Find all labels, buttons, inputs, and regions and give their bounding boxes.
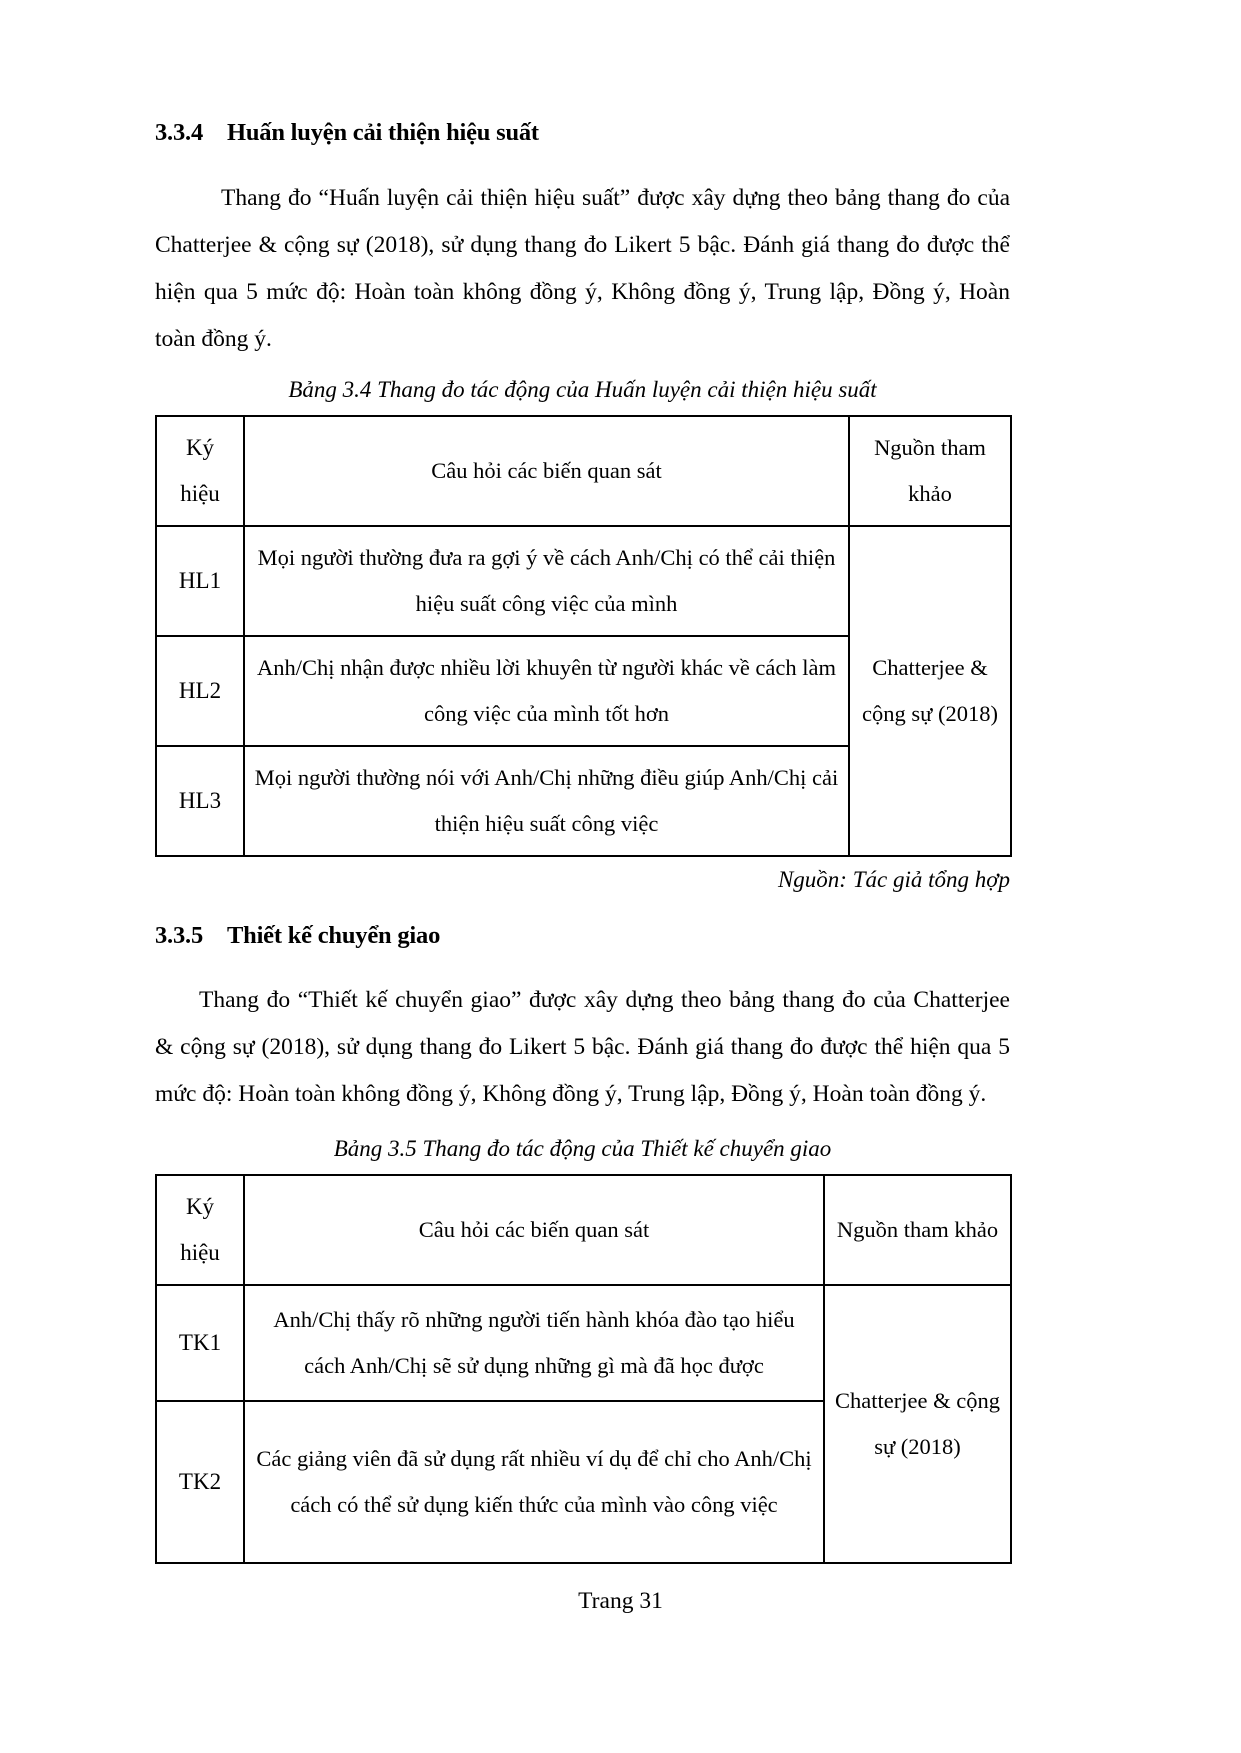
section-number-3-3-5: 3.3.5 xyxy=(155,921,204,949)
table-row-header xyxy=(156,416,1011,526)
table-row xyxy=(156,526,1011,636)
header-code: Ký hiệu xyxy=(156,416,244,526)
source-note-3-4: Nguồn: Tác giả tổng hợp xyxy=(777,866,1010,892)
row-question-hl2: Anh/Chị nhận được nhiều lời khuyên từ người khác về cách làm công việc của mình tốt hơn xyxy=(244,636,849,746)
table-caption-3-4: Bảng 3.4 Thang đo tác động của Huấn luyện cải thiện hiệu suất xyxy=(288,376,877,402)
row-code-hl3: HL3 xyxy=(156,746,244,856)
table-row xyxy=(156,1285,1011,1401)
section-heading-3-3-5 xyxy=(155,921,1010,952)
section-heading-3-3-4 xyxy=(155,118,1010,149)
header-question: Câu hỏi các biến quan sát xyxy=(244,1175,824,1285)
page-content xyxy=(155,118,1010,1564)
row-code-hl1: HL1 xyxy=(156,526,244,636)
table-3-4 xyxy=(155,415,1012,857)
row-question-tk2: Các giảng viên đã sử dụng rất nhiều ví dụ để chỉ cho Anh/Chị cách có thể sử dụng kiến thức của mình vào công việc xyxy=(244,1401,824,1563)
row-question-hl3: Mọi người thường nói với Anh/Chị những điều giúp Anh/Chị cải thiện hiệu suất công việc xyxy=(244,746,849,856)
row-source-value: Chatterjee & cộng sự (2018) xyxy=(849,526,1011,856)
row-source-value: Chatterjee & cộng sự (2018) xyxy=(824,1285,1011,1563)
section-title-3-3-5: Thiết kế chuyển giao xyxy=(227,921,441,949)
section-number-3-3-4: 3.3.4 xyxy=(155,119,204,146)
row-code-hl2: HL2 xyxy=(156,636,244,746)
table-caption-3-5: Bảng 3.5 Thang đo tác động của Thiết kế chuyển giao xyxy=(333,1136,832,1162)
row-code-tk1: TK1 xyxy=(156,1285,244,1401)
paragraph-3-3-4: Thang đo “Huấn luyện cải thiện hiệu suất” được xây dựng theo bảng thang đo của Chatterjee & cộng sự (2018), sử dụng thang đo Likert 5 bậc. Đánh giá thang đo được thể hiện qua 5 mức độ: Hoàn toàn không đồng ý, Không đồng ý, Trung lập, Đồng ý, Hoàn toàn đồng ý. xyxy=(155,184,1010,352)
paragraph-3-3-5: Thang đo “Thiết kế chuyển giao” được xây dựng theo bảng thang đo của Chatterjee & cộng sự (2018), sử dụng thang đo Likert 5 bậc. Đánh giá thang đo được thể hiện qua 5 mức độ: Hoàn toàn không đồng ý, Không đồng ý, Trung lập, Đồng ý, Hoàn toàn đồng ý. xyxy=(155,987,1010,1108)
row-code-tk2: TK2 xyxy=(156,1401,244,1563)
section-title-3-3-4: Huấn luyện cải thiện hiệu suất xyxy=(227,119,539,146)
header-question: Câu hỏi các biến quan sát xyxy=(244,416,849,526)
row-question-tk1: Anh/Chị thấy rõ những người tiến hành khóa đào tạo hiểu cách Anh/Chị sẽ sử dụng những gì mà đã học được xyxy=(244,1285,824,1401)
table-row-header xyxy=(156,1175,1011,1285)
row-question-hl1: Mọi người thường đưa ra gợi ý về cách Anh/Chị có thể cải thiện hiệu suất công việc của mình xyxy=(244,526,849,636)
page-footer: Trang 31 xyxy=(578,1588,663,1614)
header-code: Ký hiệu xyxy=(156,1175,244,1285)
header-source: Nguồn tham khảo xyxy=(824,1175,1011,1285)
header-source: Nguồn tham khảo xyxy=(849,416,1011,526)
table-3-5 xyxy=(155,1174,1012,1564)
